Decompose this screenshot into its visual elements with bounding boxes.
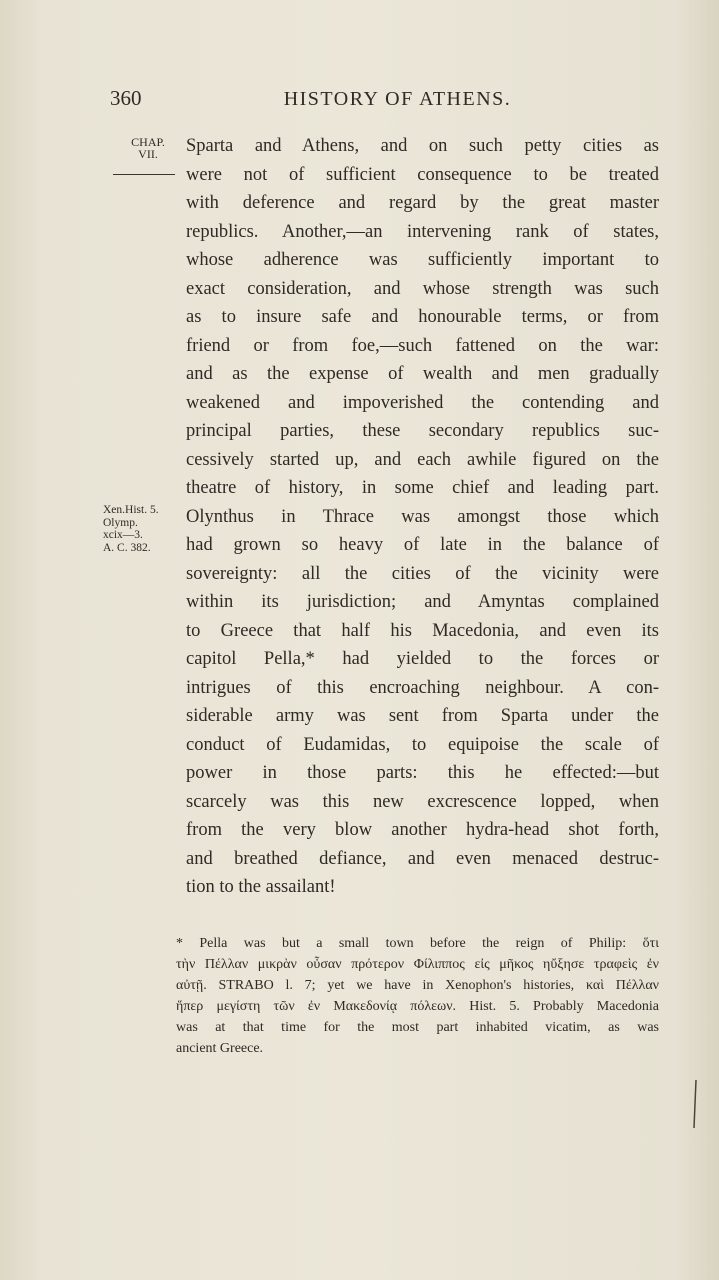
marginal-citation-line: A. C. 382.: [103, 541, 151, 554]
text-line: cessively started up, and each awhile figured on the: [186, 449, 659, 470]
footnote-line: ἥπερ μεγίστη τῶν ἐν Μακεδονίᾳ πόλεων. Hist. 5. Probably Macedonia: [176, 999, 659, 1014]
text-line: within its jurisdiction; and Amyntas complained: [186, 592, 659, 612]
footnote-line: τὴν Πέλλαν μικρὰν οὖσαν πρότερον Φίλιππος εἰς μῆκος ηὔξησε τραφεὶς ἐν: [176, 957, 659, 972]
text-line: friend or from foe,—such fattened on the war:: [186, 335, 659, 356]
text-line: siderable army was sent from Sparta under the: [186, 706, 659, 726]
text-line: as to insure safe and honourable terms, or from: [186, 307, 659, 327]
chapter-marginal-label: [118, 136, 178, 160]
marginal-citation-line: Xen.Hist. 5.: [103, 504, 159, 516]
text-line: theatre of history, in some chief and leading part.: [186, 478, 659, 498]
footnote-line: αὐτῇ. STRABO l. 7; yet we have in Xenophon's histories, καὶ Πέλλαν: [176, 978, 659, 993]
text-line: had grown so heavy of late in the balance of: [186, 535, 659, 555]
text-line: with deference and regard by the great master: [186, 193, 659, 213]
footnote-line: ancient Greece.: [176, 1041, 264, 1056]
text-line: whose adherence was sufficiently important to: [186, 250, 659, 270]
text-line: scarcely was this new excrescence lopped, when: [186, 791, 659, 812]
marginal-citation-line: xcix—3.: [103, 529, 143, 541]
text-line: intrigues of this encroaching neighbour. A con-: [186, 677, 659, 698]
page-header: [110, 86, 655, 116]
text-line: republics. Another,—an intervening rank of states,: [186, 221, 659, 242]
running-title: HISTORY OF ATHENS.: [283, 88, 512, 110]
chapter-label: CHAP.: [131, 135, 165, 149]
marginal-citation: [103, 504, 183, 554]
footnote: [176, 933, 659, 1059]
text-line: capitol Pella,* had yielded to the forces or: [186, 649, 659, 669]
text-line: and breathed defiance, and even menaced destruc-: [186, 848, 659, 869]
footnote-line: was at that time for the most part inhabited vicatim, as was: [176, 1020, 659, 1035]
text-line: principal parties, these secondary republics suc-: [186, 421, 659, 441]
page-number: 360: [110, 86, 142, 110]
text-line: sovereignty: all the cities of the vicinity were: [186, 563, 659, 584]
text-line: to Greece that half his Macedonia, and even its: [186, 620, 659, 641]
text-line: tion to the assailant!: [186, 877, 336, 897]
chapter-rule-divider: [113, 174, 175, 175]
text-line: conduct of Eudamidas, to equipoise the scale of: [186, 734, 659, 755]
text-line: Olynthus in Thrace was amongst those which: [186, 506, 659, 527]
body-text: [186, 132, 659, 902]
ink-mark: [693, 1080, 697, 1128]
chapter-number: VII.: [138, 147, 158, 161]
text-line: were not of sufficient consequence to be treated: [186, 164, 659, 185]
text-line: power in those parts: this he effected:—but: [186, 763, 659, 783]
text-line: Sparta and Athens, and on such petty cities as: [186, 136, 659, 156]
text-line: weakened and impoverished the contending and: [186, 392, 659, 413]
text-line: and as the expense of wealth and men gradually: [186, 364, 659, 384]
footnote-line: * Pella was but a small town before the reign of Philip: ὅτι: [176, 936, 659, 951]
marginal-citation-line: Olymp.: [103, 516, 138, 529]
text-line: from the very blow another hydra-head shot forth,: [186, 820, 659, 840]
text-line: exact consideration, and whose strength was such: [186, 278, 659, 299]
